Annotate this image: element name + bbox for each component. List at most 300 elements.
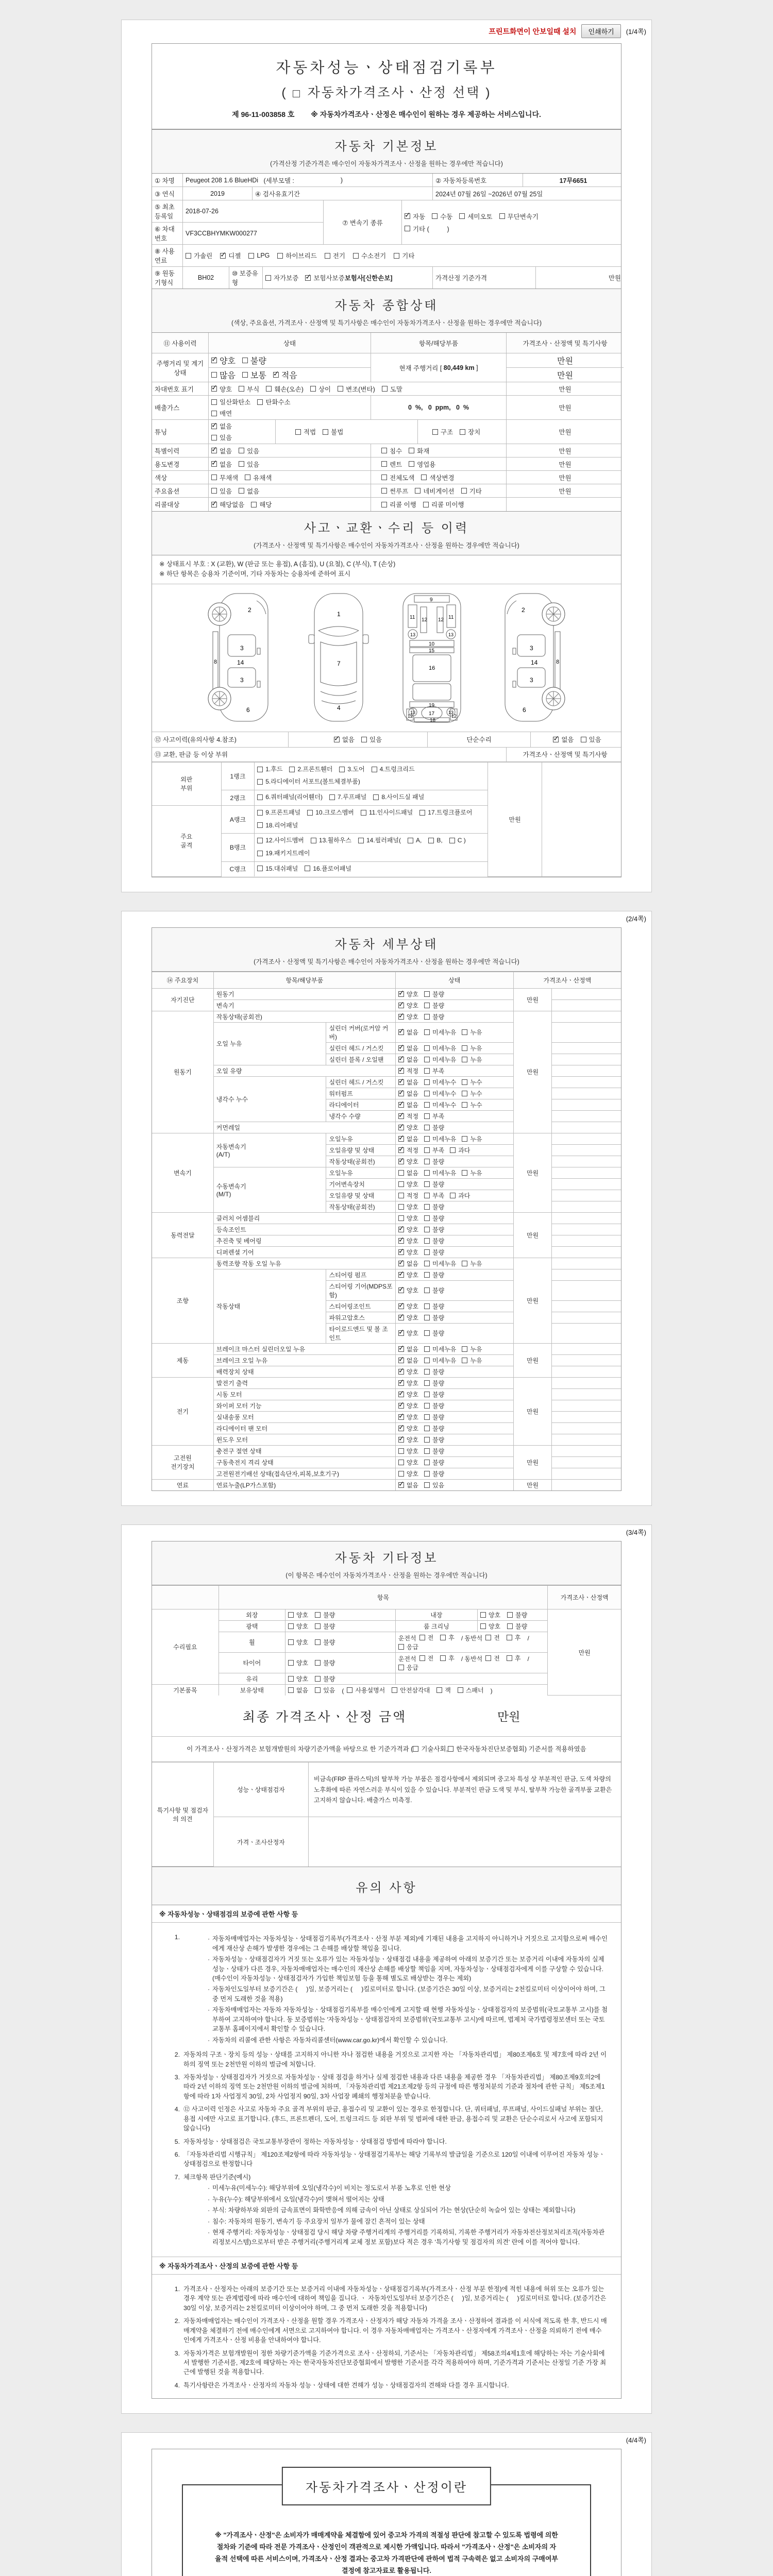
status-options [395, 1133, 513, 1144]
checked-checkbox-icon [305, 275, 311, 281]
unchecked-checkbox-icon [449, 838, 455, 843]
sub-item-label: 오일누유 [326, 1133, 395, 1144]
status-options [395, 1178, 513, 1190]
note-cell [552, 1224, 621, 1235]
checkbox-option: 14.필러패널( [358, 835, 401, 846]
checkbox-option: 기타 [461, 486, 482, 496]
status-options [395, 1300, 513, 1312]
checked-checkbox-icon [211, 423, 217, 429]
checked-checkbox-icon [398, 1369, 404, 1375]
unchecked-checkbox-icon [424, 1346, 430, 1352]
device-group-label: 연료 [152, 1479, 213, 1490]
checkbox-option: 많음 [211, 369, 236, 381]
checkbox-option: 불량 [424, 1214, 444, 1223]
note-cell [552, 1011, 621, 1022]
checkbox-option: 응급 [398, 1642, 418, 1651]
checkbox-option: ✓ 적정 [398, 1112, 418, 1121]
note-cell [552, 1110, 621, 1122]
unchecked-checkbox-icon [462, 1346, 467, 1352]
device-group-label: 자기진단 [152, 988, 213, 1011]
appraiser-label: 가격ㆍ조사산정자 [213, 1817, 308, 1867]
checkbox-option: 불량 [424, 1123, 444, 1132]
checked-checkbox-icon [211, 358, 217, 363]
svg-text:19: 19 [429, 702, 435, 708]
checkbox-option: 무단변속기 [499, 212, 539, 221]
inspection-period-value: 2024년 07월 26일 ~2026년 07월 25일 [435, 190, 543, 198]
report-document-page2 [152, 927, 621, 1491]
unchecked-checkbox-icon [211, 411, 217, 416]
note-cell [552, 1246, 621, 1258]
checkbox-option: ✓ 없음 [398, 1356, 418, 1365]
checkbox-option: 미세누수 [424, 1100, 456, 1109]
checked-checkbox-icon [398, 1330, 404, 1336]
item-label: 변속기 [213, 999, 395, 1011]
unchecked-checkbox-icon [257, 810, 263, 816]
status-options [395, 1156, 513, 1167]
notice-item: 4. ⑫ 사고이력 인정은 사고로 자동차 주요 골격 부위의 판금, 용접수리 및 교환이 있는 경우로 한정합니다. 단, 쿼터패널, 루프패널, 사이드실패널 부위는 절단, 용접 시에만 사고로 표기합니다. (후드, 프론트펜더, 도어, 트렁크리드 등 외판 부위 및 범퍼에 대한 판금, 용접수리 및 교환은 단순수리로서 사고에 포함되지 않습니다) [174, 2106, 603, 2132]
report-header [152, 44, 621, 129]
sub-item-label: 실린더 헤드 / 거스킷 [326, 1042, 395, 1054]
checked-checkbox-icon [211, 461, 217, 467]
checked-checkbox-icon [398, 1147, 404, 1153]
checked-checkbox-icon [398, 1125, 404, 1130]
unchecked-checkbox-icon [398, 1181, 404, 1187]
checkbox-option: B, [428, 835, 442, 846]
item-label: 냉각수 누수 [213, 1076, 326, 1122]
car-name-value: Peugeot 208 1.6 BlueHDi (세부모델 : ) [183, 174, 433, 187]
section-subtitle: (가격산정 기준가격은 매수인이 자동차가격조사ㆍ산정을 원하는 경우에만 적습니다) [270, 160, 503, 167]
unchecked-checkbox-icon [311, 838, 316, 843]
checkbox-option: 양호 [398, 1469, 418, 1478]
unchecked-checkbox-icon [507, 1655, 512, 1661]
option-text: / [527, 1655, 529, 1663]
note-cell [552, 1201, 621, 1212]
final-price-unit: 만원 [497, 1710, 520, 1724]
svg-text:15: 15 [429, 648, 435, 654]
unchecked-checkbox-icon [424, 1238, 430, 1244]
checkbox-option: 미세누유 [424, 1055, 456, 1064]
notice-item: 1. 가격조사ㆍ산정자는 아래의 보증기간 또는 보증거리 이내에 자동차성능ㆍ상태점검기록부(가격조사ㆍ산정 부분 한정)에 적힌 내용에 허위 또는 오류가 있는 경우 계약 또는 관계법령에 따라 매수인에 대하여 책임을 집니다. ㆍ 자동차인도일부터 보증기간은 ( )일, 보증거리는 ( )킬로미터로 합니다. (보증기간은 30일 이상, 보증거리는 2천킬로미터 이상이어야 하며, 그 중 먼저 도래한 것을 적용합니다) [174, 2285, 607, 2312]
svg-text:13: 13 [448, 632, 454, 637]
checkbox-option: 9.프론트패널 [257, 807, 300, 819]
unchecked-checkbox-icon [353, 253, 359, 259]
checkbox-option: ✓ 없음 [398, 1055, 418, 1064]
note-cell [552, 1088, 621, 1099]
first-reg-label: ⑤ 최초등록일 [152, 200, 183, 222]
unchecked-checkbox-icon [257, 767, 263, 772]
unchecked-checkbox-icon [381, 474, 387, 480]
status-options [395, 1022, 513, 1042]
note-cell [552, 1065, 621, 1076]
checkbox-option: 있음 [239, 446, 259, 455]
checkbox-option: 미세누수 [424, 1078, 456, 1087]
status-options [395, 1122, 513, 1133]
first-reg-value: 2018-07-26 [186, 208, 219, 215]
checkbox-option: 19.패키지트레이 [257, 848, 310, 859]
engine-type-label: ⑨ 원동기형식 [152, 267, 183, 289]
unchecked-checkbox-icon [372, 767, 377, 772]
checkbox-option: ✓ 양호 [398, 1435, 418, 1444]
unchecked-checkbox-icon [440, 1655, 446, 1661]
checkbox-option: 스패너 [458, 1686, 484, 1694]
checked-checkbox-icon [553, 737, 559, 742]
print-button[interactable]: 인쇄하기 [581, 24, 620, 38]
checkbox-option: 불량 [424, 990, 444, 998]
checkbox-option: 누유 [462, 1134, 482, 1143]
unchecked-checkbox-icon [398, 1665, 404, 1670]
svg-text:11: 11 [410, 614, 415, 620]
checkbox-option: 누유 [462, 1259, 482, 1268]
unchecked-checkbox-icon [424, 1091, 430, 1096]
unchecked-checkbox-icon [424, 1261, 430, 1266]
checkbox-option: ✓ 보험사보증 [305, 273, 344, 282]
notice-item: 3. 자동차성능ㆍ상태점검자가 거짓으로 자동차성능ㆍ상태 점검을 하거나 실제 점검한 내용과 다른 내용을 제공한 경우 「자동차관리법」 제80조제9호의2에 따라 2년 이하의 징역 또는 2천만원 이하의 벌금에 처하며, 「자동차관리법 제21조제2항 등의 규정에 따른 행정처분의 기준과 절차에 관한 규칙」 제5조제1항에 따라 1차 사업정지 30일, 2차 사업정지 90일, 3차 사업장 폐쇄의 행정처분을 받습니다. [174, 2073, 605, 2100]
checkbox-option: ✓ 자동 [405, 212, 425, 221]
unchecked-checkbox-icon [424, 1369, 430, 1375]
checkbox-option: 가솔린 [186, 251, 212, 260]
notice-item: 4. 특기사항란은 가격조사ㆍ산정자의 자동차 성능ㆍ상태에 대한 견해가 성능ㆍ상태점검자의 견해와 다를 경우 표시합니다. [174, 2381, 509, 2389]
unchecked-checkbox-icon [398, 1471, 404, 1477]
checkbox-option: ✓ 양호 [398, 1236, 418, 1245]
unchecked-checkbox-icon [581, 737, 586, 742]
current-mileage: 현재 주행거리 [ 80,449 km ] [371, 353, 507, 382]
svg-text:10: 10 [429, 641, 435, 647]
checkbox-option: 없음 [239, 486, 259, 496]
notice-item: 7. 체크항목 판단기준(예시) · 미세누유(미세누수): 해당부위에 오일(냉각수)이 비치는 정도로서 부품 노후로 인한 현상 · 누유(누수): 해당부위에서 오일(냉각수)이 맺혀서 떨어지는 상태 · 부식: 차량하부와 외판의 금속표면이 화학반응에 의해 금속이 아닌 상태로 상실되어 가는 현상(단순히 녹슬어 있는 상태는 제외합니다) · 침수: 자동차의 원동기, 변속기 등 주요장치 일부가 물에 잠긴 흔적이 있는 상태 · 현재 주행거리: 자동차성능ㆍ상태점검 당시 해당 차량 주행거리계의 주행거리를 기록하되, 기록한 주행거리가 자동차전산정보처리조직(자동차관리정보시스템)으로부터 받은 주행거리(주행거리계 교체 정보 포함)보다 적은 경우 '특기사항 및 점검자의 의견' 란에 이를 적어야 합니다. [174, 2173, 605, 2246]
checked-checkbox-icon [405, 213, 410, 219]
checkbox-option: 전 [419, 1654, 434, 1663]
checkbox-option: 부족 [424, 1191, 444, 1200]
checkbox-option: 불량 [424, 1012, 444, 1021]
note-cell [552, 1269, 621, 1280]
unchecked-checkbox-icon [462, 1057, 467, 1062]
unchecked-checkbox-icon [462, 1170, 467, 1176]
unchecked-checkbox-icon [419, 1655, 425, 1661]
unchecked-checkbox-icon [424, 1113, 430, 1119]
checkbox-option: A, [408, 835, 422, 846]
rank-label: A랭크 [221, 805, 255, 833]
notices-sec2-header: ※ 자동차가격조사ㆍ산정의 보증에 관한 사항 등 [152, 2257, 621, 2275]
sub-item-label: 타이로드엔드 및 볼 조인트 [326, 1323, 395, 1343]
checkbox-option: 불량 [507, 1611, 527, 1619]
unchecked-checkbox-icon [381, 502, 387, 507]
checked-checkbox-icon [398, 1249, 404, 1255]
checkbox-option: 미세누유 [424, 1044, 456, 1053]
unchecked-checkbox-icon [361, 737, 367, 742]
unchecked-checkbox-icon [462, 1079, 467, 1085]
notice-item: 3. 자동차가격은 보험개발원이 정한 차량기준가액을 기준가격으로 조사ㆍ산정하되, 기준서는 「자동차관리법」 제58조의4제1호에 해당하는 자는 기술사회에서 발행한 기준서를, 제2호에 해당하는 자는 한국자동차진단보증협회에서 발행한 기준서를 각각 적용하여야 하며, 기준가격과 기준서는 산정일 기준 가장 최근에 발행된 것을 적용합니다. [174, 2349, 607, 2376]
vin-value: VF3CCBHYMKW000277 [186, 230, 257, 237]
status-options [395, 1099, 513, 1110]
svg-text:12: 12 [422, 617, 428, 623]
section-other-info [152, 1541, 621, 1585]
checkbox-option: ✓ 양호 [398, 1248, 418, 1257]
checked-checkbox-icon [398, 1102, 404, 1108]
svg-text:9: 9 [430, 597, 433, 603]
status-options [395, 1212, 513, 1224]
svg-text:3: 3 [240, 644, 244, 652]
row-usage-change: 용도변경 ✓ 없음 있음 렌트 영업용 만원 [152, 457, 621, 471]
price-cell: 만원 [513, 1133, 552, 1212]
row-color: 색상 무채색 유채색 전체도색 색상변경 만원 [152, 471, 621, 484]
note-cell [552, 988, 621, 999]
checkbox-option: 양호 [398, 1458, 418, 1467]
checkbox-option: 양호 [398, 1447, 418, 1455]
unchecked-checkbox-icon [424, 1448, 430, 1454]
unchecked-checkbox-icon [239, 488, 244, 494]
checkbox-option: 불량 [424, 1302, 444, 1311]
status-options [395, 988, 513, 999]
section-title: 유의 사항 [356, 1881, 417, 1895]
unchecked-checkbox-icon [424, 1079, 430, 1085]
status-options [395, 1246, 513, 1258]
note-cell [552, 1144, 621, 1156]
checked-checkbox-icon [398, 1403, 404, 1409]
checkbox-option: 불량 [424, 1379, 444, 1387]
unchecked-checkbox-icon [424, 1287, 430, 1293]
final-price-row [152, 1696, 621, 1737]
unchecked-checkbox-icon [424, 1414, 430, 1420]
unchecked-checkbox-icon [419, 1635, 425, 1640]
page-marker-1: (1/4쪽) [626, 28, 646, 36]
option-text: 운전석 [398, 1634, 416, 1642]
unchecked-checkbox-icon [432, 429, 438, 435]
svg-text:3: 3 [530, 676, 533, 684]
install-notice: 프린트화면이 안보일때 설치 [489, 27, 577, 36]
rank-parts-options [255, 790, 488, 806]
status-options [395, 1377, 513, 1388]
checkbox-option: 있음 [361, 735, 382, 744]
notices-sec1-header: ※ 자동차성능ㆍ상태점검의 보증에 관한 사항 등 [152, 1905, 621, 1923]
unchecked-checkbox-icon [211, 399, 217, 405]
unchecked-checkbox-icon [424, 1471, 430, 1477]
checkbox-option: 양호 [288, 1622, 308, 1631]
price-cell: 만원 [513, 1258, 552, 1343]
checkbox-option: 불량 [315, 1674, 335, 1683]
unchecked-checkbox-icon [507, 1612, 513, 1618]
price-cell: 만원 [513, 1343, 552, 1377]
checkbox-option: ✓ 없음 [334, 735, 355, 744]
rank-table [152, 762, 621, 877]
unchecked-checkbox-icon [421, 474, 427, 480]
unchecked-checkbox-icon [329, 794, 335, 800]
unchecked-checkbox-icon [428, 838, 434, 843]
checkbox-option: 리콜 미이행 [423, 500, 464, 509]
unchecked-checkbox-icon [485, 1655, 491, 1661]
rank-parts-options [255, 805, 488, 833]
checkbox-option: 불량 [242, 354, 266, 366]
option-text: / [527, 1634, 529, 1642]
checkbox-option: ✓ 양호 [398, 1001, 418, 1010]
row-tuning: 튜닝 ✓ 없음 있음 적법 불법 구조 장치 만원 [152, 420, 621, 444]
item-label: 시동 모터 [213, 1388, 395, 1400]
checkbox-option: 누수 [462, 1100, 482, 1109]
unchecked-checkbox-icon [211, 474, 217, 480]
option-text: / 동반석 [461, 1655, 483, 1663]
item-label: 작동상태 [213, 1269, 326, 1343]
report-document-page1 [152, 43, 621, 877]
item-label: 오일 누유 [213, 1022, 326, 1065]
status-options [395, 1354, 513, 1366]
checkbox-option: 사용설명서 [347, 1686, 385, 1694]
checked-checkbox-icon [398, 1057, 404, 1062]
unchecked-checkbox-icon [307, 810, 313, 816]
checked-checkbox-icon [211, 448, 217, 453]
item-label: 고전원전기배선 상태(접속단자,피복,보호기구) [213, 1468, 395, 1479]
note-cell [552, 1388, 621, 1400]
item-label: 브레이크 마스터 실린더오일 누유 [213, 1343, 395, 1354]
checkbox-option: 미세누유 [424, 1134, 456, 1143]
unchecked-checkbox-icon [323, 429, 328, 435]
checked-checkbox-icon [398, 1261, 404, 1266]
checkbox-option: ✓ 적정 [398, 1066, 418, 1075]
section-title: 자동차 기본정보 [334, 140, 439, 154]
warranty-type-label: ⑩ 보증유형 [229, 267, 263, 289]
checkbox-option: 불량 [424, 1390, 444, 1399]
unchecked-checkbox-icon [462, 1045, 467, 1051]
unchecked-checkbox-icon [424, 1193, 430, 1198]
unchecked-checkbox-icon [415, 488, 421, 494]
checkbox-option: 후 [507, 1633, 521, 1642]
unchecked-checkbox-icon [409, 448, 414, 453]
item-label: 추진축 및 베어링 [213, 1235, 395, 1246]
item-label: 등속조인트 [213, 1224, 395, 1235]
checked-checkbox-icon [398, 1003, 404, 1008]
status-options [395, 1411, 513, 1422]
checkbox-option: 기타 [394, 251, 414, 260]
print-toolbar [122, 20, 651, 40]
unchecked-checkbox-icon [293, 90, 300, 97]
device-group-label: 전기 [152, 1377, 213, 1445]
checkbox-option: 일산화탄소 [211, 397, 250, 406]
unchecked-checkbox-icon [462, 1029, 467, 1035]
report-subtitle: ( 자동차가격조사ㆍ산정 선택 ) [281, 86, 492, 100]
unchecked-checkbox-icon [381, 488, 387, 494]
note-cell [552, 1377, 621, 1388]
rank-label: 2랭크 [221, 790, 255, 806]
unchecked-checkbox-icon [423, 502, 429, 507]
checkbox-option: 미세누수 [424, 1089, 456, 1098]
checkbox-option: 15.대쉬패널 [257, 863, 298, 875]
checkbox-option: ✓ 양호 [398, 1270, 418, 1279]
checkbox-option: ✓ 적정 [398, 1146, 418, 1155]
section-subtitle: (가격조사ㆍ산정액 및 특기사항은 매수인이 자동차가격조사ㆍ산정을 원하는 경우에만 적습니다) [254, 958, 519, 965]
status-options [395, 1011, 513, 1022]
note-cell [552, 1190, 621, 1201]
note-cell [552, 1122, 621, 1133]
svg-text:4: 4 [337, 704, 341, 711]
checkbox-option: ✓ 양호 [211, 354, 236, 366]
unchecked-checkbox-icon [242, 358, 248, 363]
row-vin-mark: 차대번호 표기 ✓ 양호 부식 훼손(오손) 상이 변조(변타) 도말 만원 [152, 382, 621, 396]
doc-number-line: 제 96-11-003858 호 ※ 자동차가격조사ㆍ산정은 매수인이 원하는 경우 제공하는 서비스입니다. [232, 110, 541, 118]
unchecked-checkbox-icon [277, 253, 283, 259]
status-options [395, 1235, 513, 1246]
checked-checkbox-icon [398, 1136, 404, 1142]
svg-text:2: 2 [248, 606, 251, 614]
price-cell: 만원 [513, 1445, 552, 1479]
unchecked-checkbox-icon [405, 226, 410, 231]
checkbox-option: 불량 [424, 1157, 444, 1166]
unchecked-checkbox-icon [315, 1623, 321, 1629]
checked-checkbox-icon [398, 1315, 404, 1320]
sub-item-label: 오일유량 및 상태 [326, 1190, 395, 1201]
status-code-notes: ※ 상태표시 부호 : X (교환), W (판금 또는 용접), A (흠집), U (요철), C (부식), T (손상) ※ 하단 항목은 승용차 기준이며, 기타 자동차는 승용차에 준하여 표시 [152, 555, 621, 584]
unchecked-checkbox-icon [381, 461, 387, 467]
rank-label: C랭크 [221, 861, 255, 876]
svg-text:6: 6 [523, 706, 526, 714]
status-options [395, 1312, 513, 1323]
transmission-options-etc [405, 224, 449, 233]
rank-parts-options [255, 762, 488, 790]
rank-group-label: 외판 부위 [152, 762, 221, 805]
pricing-info-title: 자동차가격조사ㆍ산정이란 [282, 2467, 491, 2505]
device-group-label: 조향 [152, 1258, 213, 1343]
status-options [395, 1445, 513, 1456]
unchecked-checkbox-icon [347, 1687, 352, 1693]
checkbox-option: 누유 [462, 1028, 482, 1037]
unchecked-checkbox-icon [424, 1147, 430, 1153]
section-title: 자동차 세부상태 [334, 937, 439, 952]
unchecked-checkbox-icon [392, 1687, 397, 1693]
unchecked-checkbox-icon [257, 779, 263, 785]
checkbox-option: 있음 [424, 1481, 444, 1489]
checked-checkbox-icon [398, 1272, 404, 1278]
checkbox-option: 3.도어 [339, 764, 364, 775]
row-options: 주요옵션 있음 없음 썬루프 네비게이션 기타 만원 [152, 484, 621, 498]
checkbox-option: 없음 [288, 1686, 308, 1694]
svg-text:16: 16 [429, 665, 435, 671]
status-options [395, 1468, 513, 1479]
unchecked-checkbox-icon [381, 448, 387, 453]
checkbox-option: 양호 [480, 1622, 500, 1631]
sub-item-label: 오일유량 및 상태 [326, 1144, 395, 1156]
checkbox-option: 훼손(오손) [266, 384, 304, 394]
transmission-options [405, 212, 539, 221]
unchecked-checkbox-icon [424, 1181, 430, 1187]
item-label: 작동상태(공회전) [213, 1011, 395, 1022]
checkbox-option: 색상변경 [421, 473, 454, 482]
checked-checkbox-icon [220, 253, 226, 259]
checkbox-option: 전 [485, 1654, 500, 1663]
unchecked-checkbox-icon [257, 794, 263, 800]
unchecked-checkbox-icon [499, 213, 505, 219]
checked-checkbox-icon [398, 1113, 404, 1119]
checkbox-option: 5.라디에이터 서포트(볼트체결부품) [257, 776, 360, 788]
checkbox-option: 양호 [398, 1214, 418, 1223]
unchecked-checkbox-icon [257, 866, 263, 871]
checkbox-option: LPG [248, 252, 270, 259]
checkbox-option: 양호 [398, 1202, 418, 1211]
unchecked-checkbox-icon [315, 1639, 321, 1645]
checkbox-option: 11.인사이드패널 [361, 807, 413, 819]
year-value: 2019 [183, 187, 253, 200]
unchecked-checkbox-icon [424, 1358, 430, 1363]
price-cell: 만원 [513, 1479, 552, 1490]
checkbox-option: 전기 [325, 251, 345, 260]
unchecked-checkbox-icon [211, 435, 217, 440]
status-options [395, 1422, 513, 1434]
unchecked-checkbox-icon [424, 1437, 430, 1443]
checkbox-option: 없음 [398, 1168, 418, 1177]
unchecked-checkbox-icon [295, 429, 301, 435]
status-options [395, 1280, 513, 1300]
status-options [395, 1088, 513, 1099]
checkbox-option: 불법 [323, 427, 343, 436]
option-text: ) [490, 1687, 493, 1694]
svg-text:13: 13 [448, 709, 454, 715]
unchecked-checkbox-icon [398, 1448, 404, 1454]
